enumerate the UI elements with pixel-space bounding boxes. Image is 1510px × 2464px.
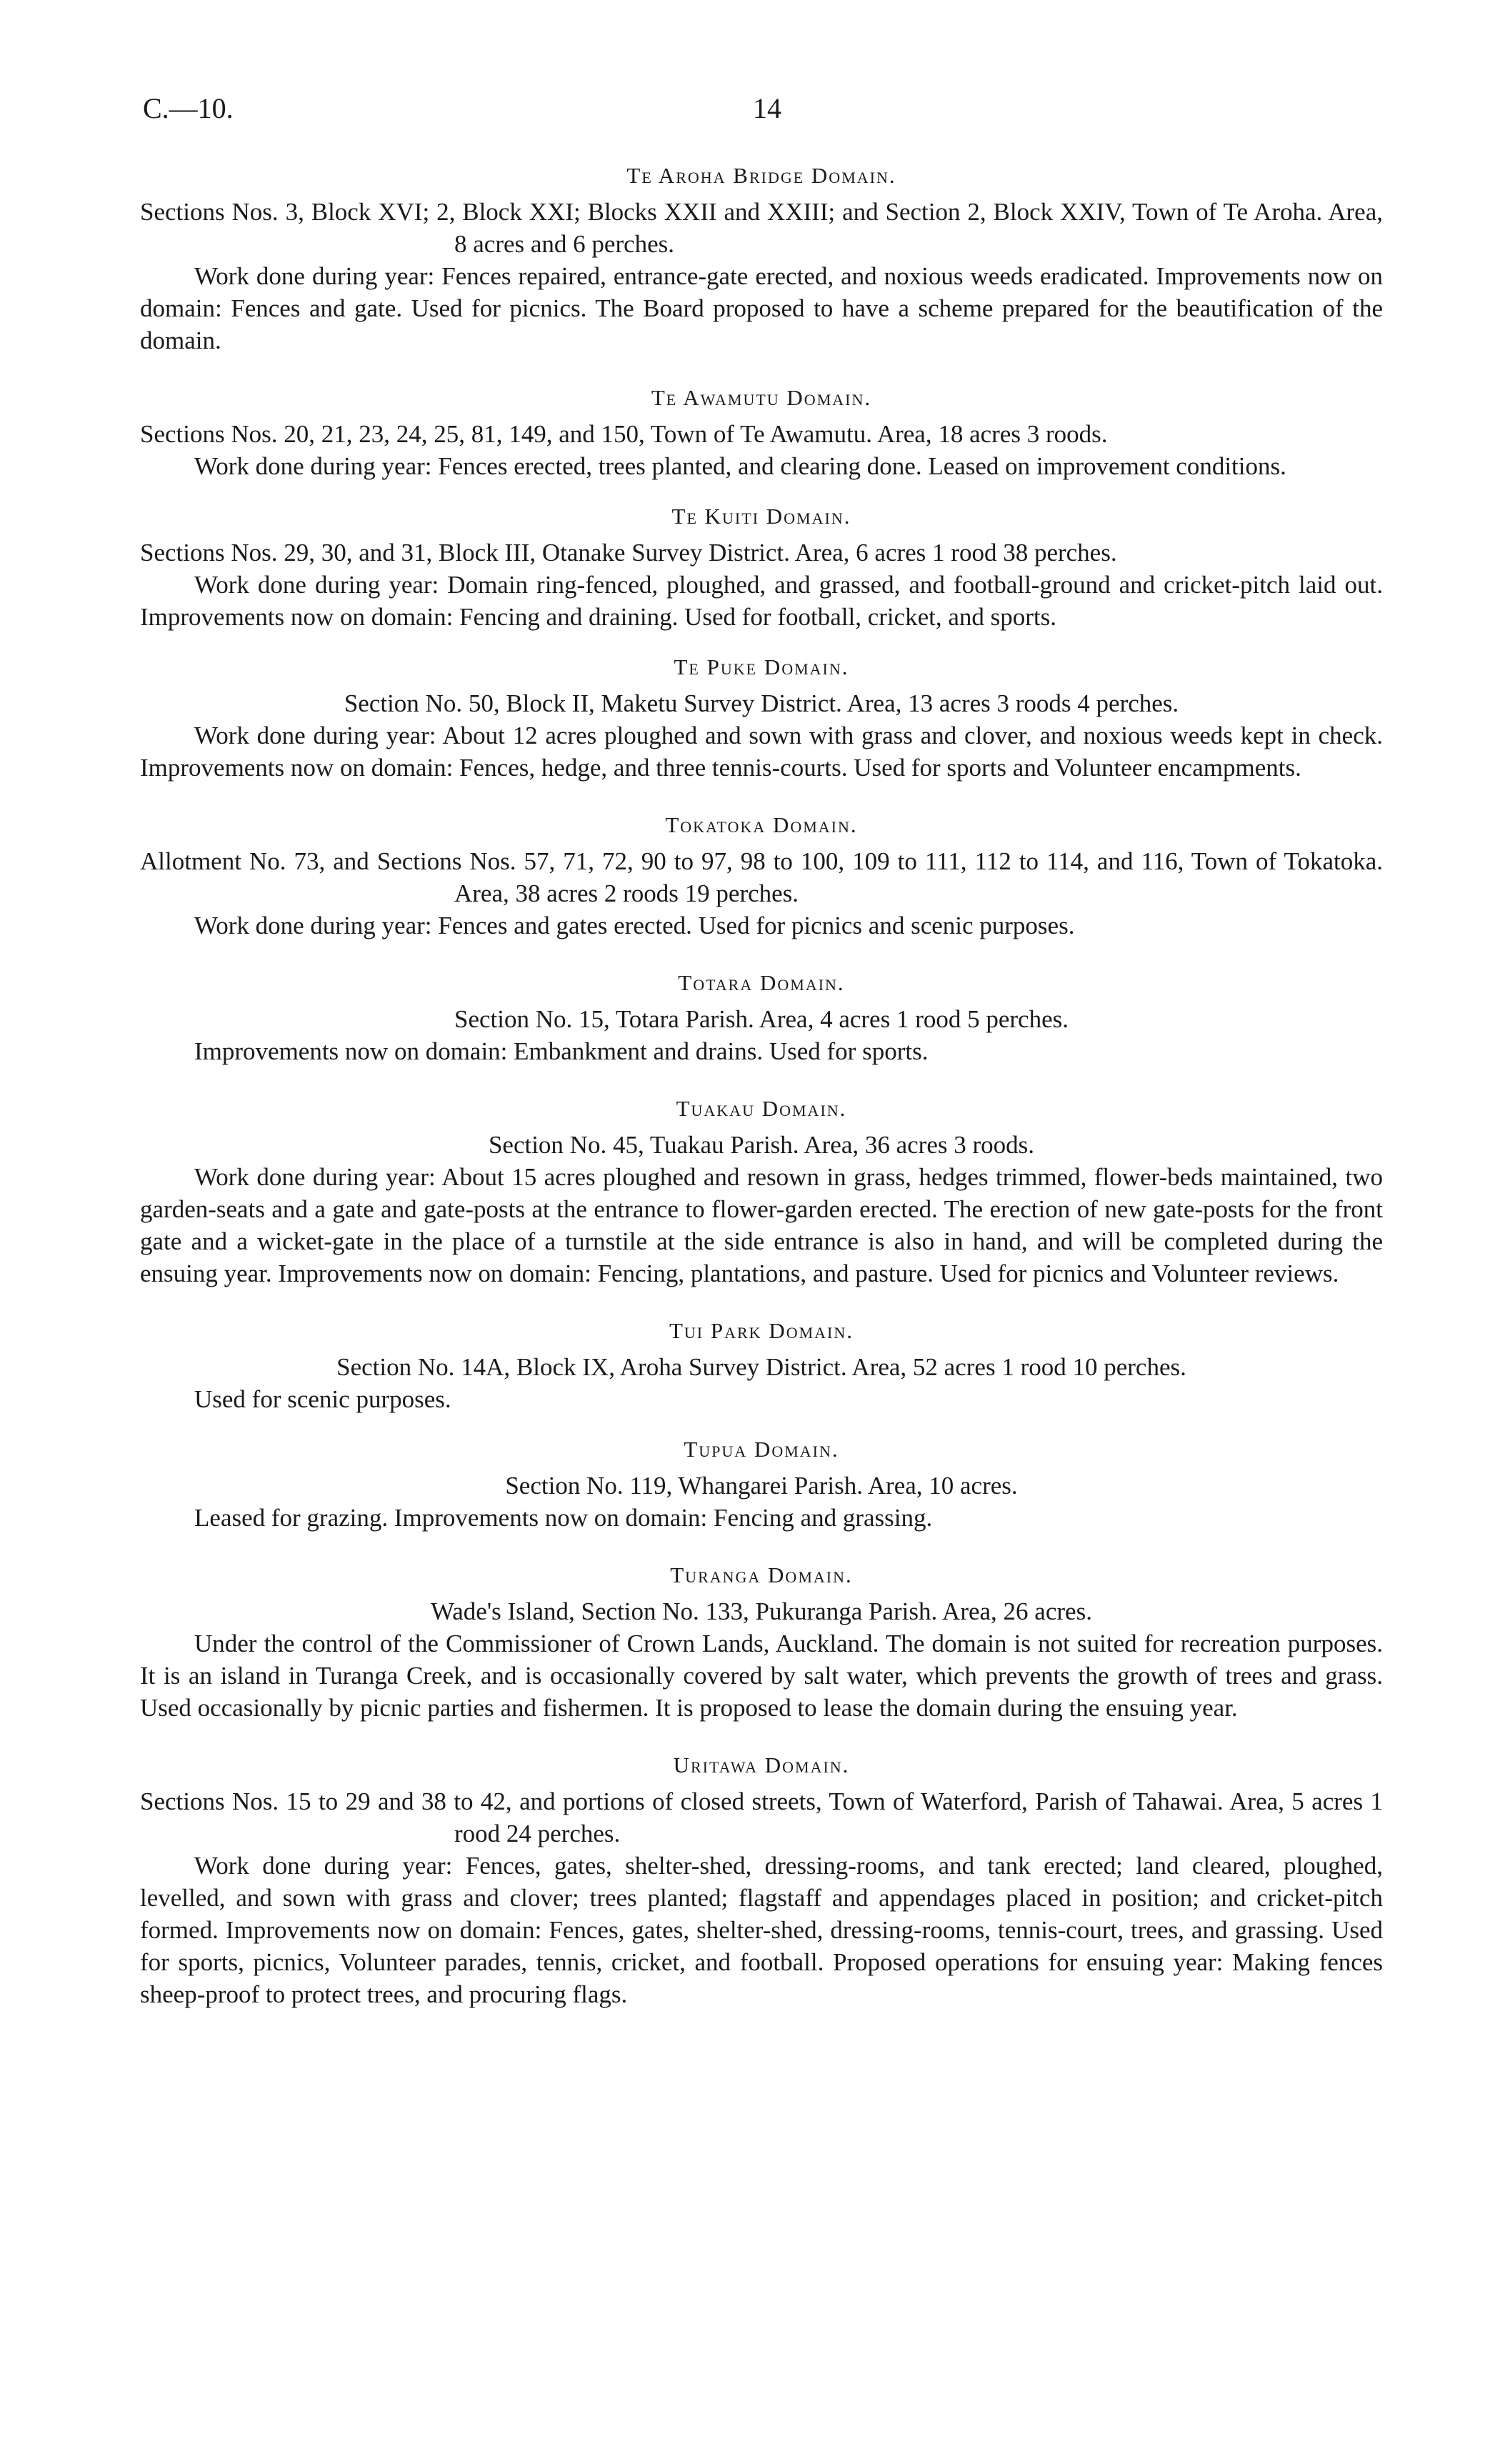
page-number: 14 — [753, 92, 781, 124]
section-body: Work done during year: Domain ring-fenced, ploughed, and grassed, and football-ground and cricket-pitch laid out. Improvements now on domain: Fencing and draining. Used for football, cricket, and sports. — [140, 571, 1383, 631]
section-title: Turanga Domain. — [670, 1562, 853, 1587]
section-title: Tuakau Domain. — [676, 1096, 847, 1121]
section-body: Work done during year: Fences erected, trees planted, and clearing done. Leased on improvement conditions. — [194, 452, 1286, 480]
section-title: Totara Domain. — [678, 970, 845, 995]
section-title: Tui Park Domain. — [669, 1318, 854, 1343]
document-page — [140, 91, 1383, 2010]
section-location: Section No. 119, Whangarei Parish. Area, 10 acres. — [505, 1472, 1018, 1500]
section-tuakau-domain — [140, 1096, 1383, 1290]
section-body: Work done during year: Fences and gates erected. Used for picnics and scenic purposes. — [194, 912, 1075, 939]
section-tokatoka-domain — [140, 812, 1383, 942]
section-location: Sections Nos. 15 to 29 and 38 to 42, and portions of closed streets, Town of Waterford, Parish of Tahawai. Area, 5 acres 1 rood 24 perches. — [140, 1787, 1383, 1847]
section-location: Sections Nos. 29, 30, and 31, Block III, Otanake Survey District. Area, 6 acres 1 rood 38 perches. — [140, 539, 1117, 567]
section-title: Te Kuiti Domain. — [671, 504, 851, 529]
section-turanga-domain — [140, 1562, 1383, 1724]
section-tui-park-domain — [140, 1318, 1383, 1415]
section-title: Te Aroha Bridge Domain. — [626, 163, 896, 188]
section-location: Section No. 15, Totara Parish. Area, 4 acres 1 rood 5 perches. — [454, 1005, 1069, 1033]
parliamentary-paper-ref: C.—10. — [143, 92, 234, 124]
section-location: Sections Nos. 3, Block XVI; 2, Block XXI; Blocks XXII and XXIII; and Section 2, Block XXIV, Town of Te Aroha. Area, 8 acres and 6 perches. — [140, 198, 1383, 258]
section-body: Leased for grazing. Improvements now on domain: Fencing and grassing. — [194, 1504, 933, 1532]
section-title: Tupua Domain. — [684, 1437, 839, 1462]
section-tupua-domain — [140, 1437, 1383, 1534]
section-uritawa-domain — [140, 1752, 1383, 2010]
section-location: Section No. 45, Tuakau Parish. Area, 36 acres 3 roods. — [488, 1131, 1035, 1159]
section-te-puke-domain — [140, 654, 1383, 784]
section-body: Work done during year: Fences repaired, entrance-gate erected, and noxious weeds eradicated. Improvements now on domain: Fences and gate. Used for picnics. The Board proposed to have a scheme prepared for the beautification of the domain. — [140, 262, 1383, 354]
section-body: Work done during year: About 12 acres ploughed and sown with grass and clover, and noxious weeds kept in check. Improvements now on domain: Fences, hedge, and three tennis-courts. Used for sports and Volunteer encampments. — [140, 722, 1383, 782]
section-location: Section No. 14A, Block IX, Aroha Survey District. Area, 52 acres 1 rood 10 perches. — [336, 1353, 1186, 1381]
section-te-aroha-bridge-domain — [140, 163, 1383, 356]
section-location: Sections Nos. 20, 21, 23, 24, 25, 81, 149, and 150, Town of Te Awamutu. Area, 18 acres 3 roods. — [140, 420, 1108, 448]
section-body: Under the control of the Commissioner of Crown Lands, Auckland. The domain is not suited for recreation purposes. It is an island in Turanga Creek, and is occasionally covered by salt water, which prevents the growth of trees and grass. Used occasionally by picnic parties and fishermen. It is proposed to lease the domain during the ensuing year. — [140, 1630, 1383, 1722]
section-title: Tokatoka Domain. — [665, 812, 858, 837]
section-location: Wade's Island, Section No. 133, Pukuranga Parish. Area, 26 acres. — [431, 1597, 1092, 1625]
page-header — [140, 91, 1383, 143]
section-te-awamutu-domain — [140, 385, 1383, 482]
section-location: Allotment No. 73, and Sections Nos. 57, 71, 72, 90 to 97, 98 to 100, 109 to 111, 112 to 114, and 116, Town of Tokatoka. Area, 38 acres 2 roods 19 perches. — [140, 847, 1383, 907]
section-location: Section No. 50, Block II, Maketu Survey District. Area, 13 acres 3 roods 4 perches. — [344, 689, 1179, 717]
section-body: Work done during year: About 15 acres ploughed and resown in grass, hedges trimmed, flower-beds maintained, two garden-seats and a gate and gate-posts at the entrance to flower-garden erected. The erection of new gate-posts for the front gate and a wicket-gate in the place of a turnstile at the side entrance is also in hand, and will be completed during the ensuing year. Improvements now on domain: Fencing, plantations, and pasture. Used for picnics and Volunteer reviews. — [140, 1163, 1383, 1287]
section-title: Te Puke Domain. — [674, 654, 849, 679]
section-te-kuiti-domain — [140, 504, 1383, 633]
section-body: Improvements now on domain: Embankment and drains. Used for sports. — [194, 1037, 929, 1065]
section-totara-domain — [140, 970, 1383, 1067]
section-body: Used for scenic purposes. — [194, 1385, 451, 1413]
section-body: Work done during year: Fences, gates, shelter-shed, dressing-rooms, and tank erected; land cleared, ploughed, levelled, and sown with grass and clover; trees planted; flagstaff and appendages placed in position; and cricket-pitch formed. Improvements now on domain: Fences, gates, shelter-shed, dressing-rooms, tennis-court, trees, and grassing. Used for sports, picnics, Volunteer parades, tennis, cricket, and football. Proposed operations for ensuing year: Making fences sheep-proof to protect trees, and procuring flags. — [140, 1852, 1383, 2008]
section-title: Te Awamutu Domain. — [651, 385, 872, 410]
section-title: Uritawa Domain. — [673, 1752, 850, 1777]
